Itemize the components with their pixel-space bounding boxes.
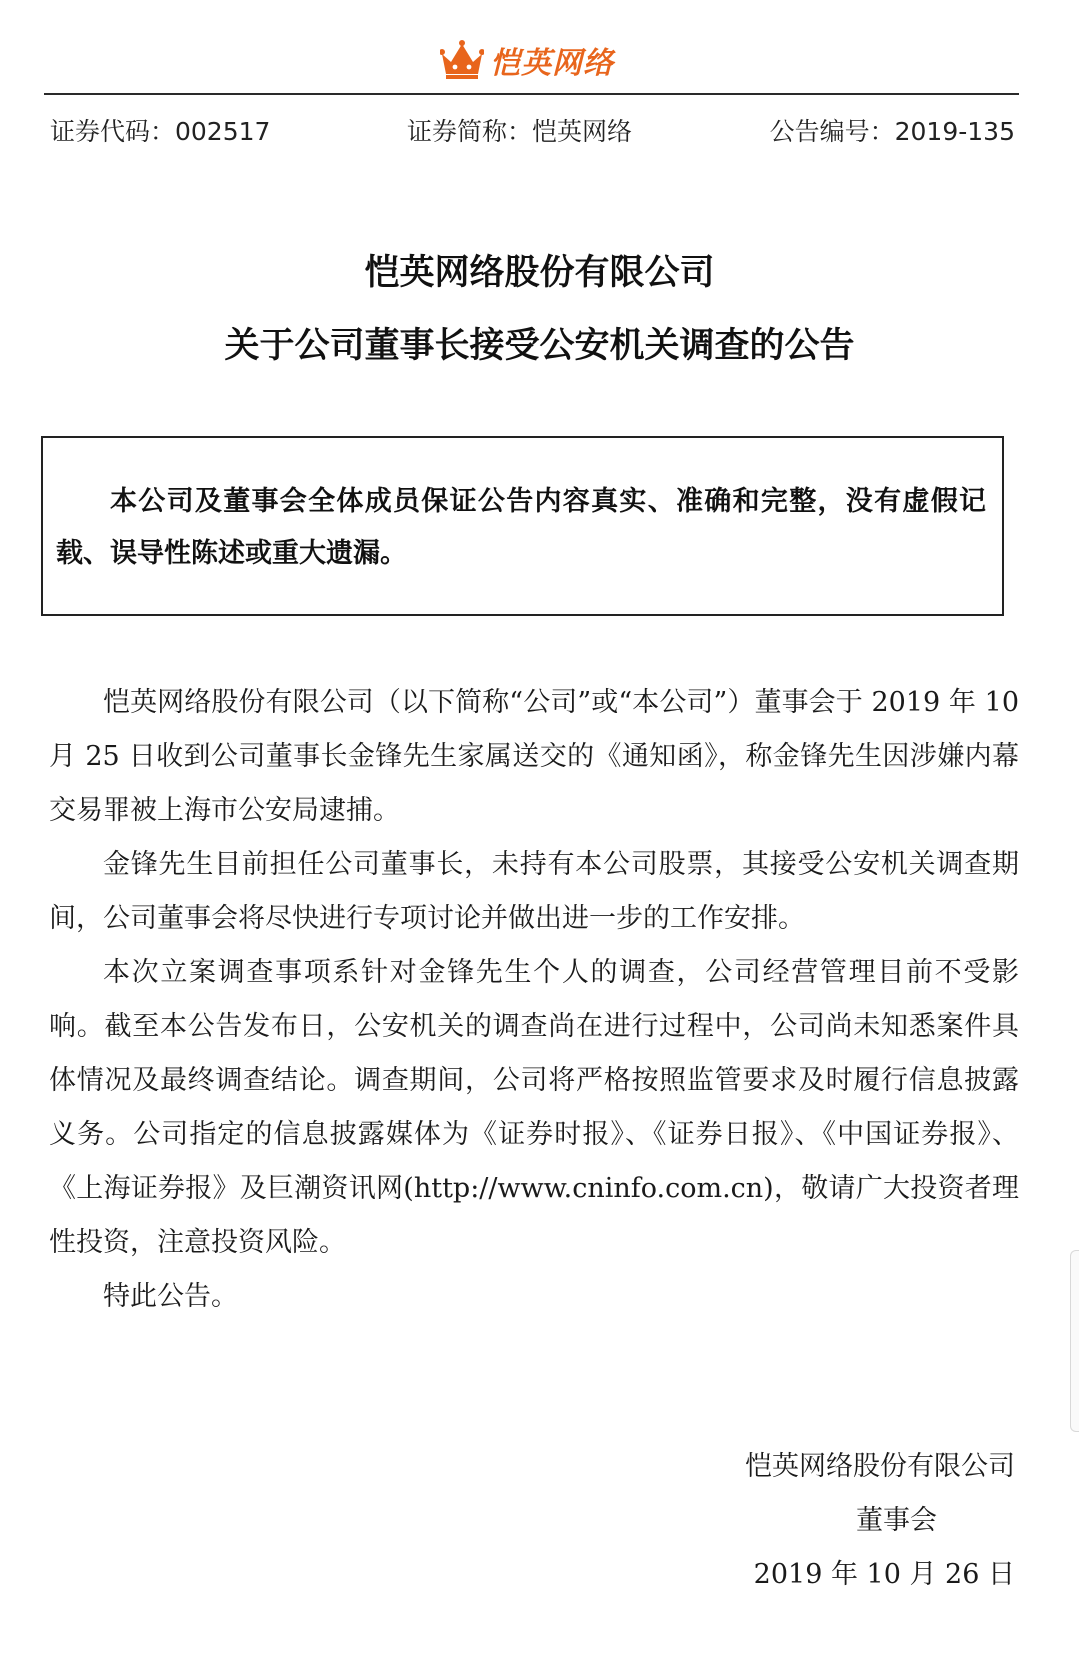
logo-wordmark: 恺英网络 — [490, 46, 614, 81]
header-divider — [44, 93, 1019, 95]
statement-text: 本公司及董事会全体成员保证公告内容真实、准确和完整，没有虚假记载、误导性陈述或重大遗漏。 — [56, 486, 986, 569]
crown-icon — [440, 40, 484, 80]
announcement-body — [49, 676, 1019, 1324]
body-paragraph-2: 金锋先生目前担任公司董事长，未持有本公司股票，其接受公安机关调查期间，公司董事会将尽快进行专项讨论并做出进一步的工作安排。 — [49, 849, 1019, 934]
company-title: 恺英网络股份有限公司 — [364, 253, 715, 293]
body-paragraph-3: 本次立案调查事项系针对金锋先生个人的调查，公司经营管理目前不受影响。截至本公告发布日，公安机关的调查尚在进行过程中，公司尚未知悉案件具体情况及最终调查结论。调查期间，公司将严格按照监管要求及时履行信息披露义务。公司指定的信息披露媒体为《证券时报》、《证券日报》、《中国证券报》、《上海证券报》及巨潮资讯网(http://www.cninfo.com.cn)，敬请广大投资者理性投资，注意投资风险。 — [49, 957, 1019, 1258]
company-logo — [440, 30, 614, 90]
body-paragraph-1: 恺英网络股份有限公司（以下简称“公司”或“本公司”）董事会于 2019 年 10 月 25 日收到公司董事长金锋先生家属送交的《通知函》，称金锋先生因涉嫌内幕交易罪被上海市公安局逮捕。 — [49, 687, 1019, 826]
signature-date: 2019 年 10 月 26 日 — [753, 1559, 1015, 1590]
signature-board: 董事会 — [856, 1505, 937, 1536]
announcement-number: 公告编号：2019-135 — [769, 117, 1015, 146]
signature-block — [745, 1440, 1015, 1602]
scroll-handle[interactable] — [1070, 1250, 1079, 1432]
statement-box — [41, 436, 1004, 616]
security-code: 证券代码：002517 — [50, 117, 271, 146]
security-abbreviation: 证券简称：恺英网络 — [407, 117, 633, 146]
announcement-meta — [50, 112, 1015, 152]
signature-company: 恺英网络股份有限公司 — [745, 1451, 1015, 1482]
body-paragraph-4: 特此公告。 — [103, 1281, 238, 1312]
announcement-title: 关于公司董事长接受公安机关调查的公告 — [224, 326, 855, 366]
